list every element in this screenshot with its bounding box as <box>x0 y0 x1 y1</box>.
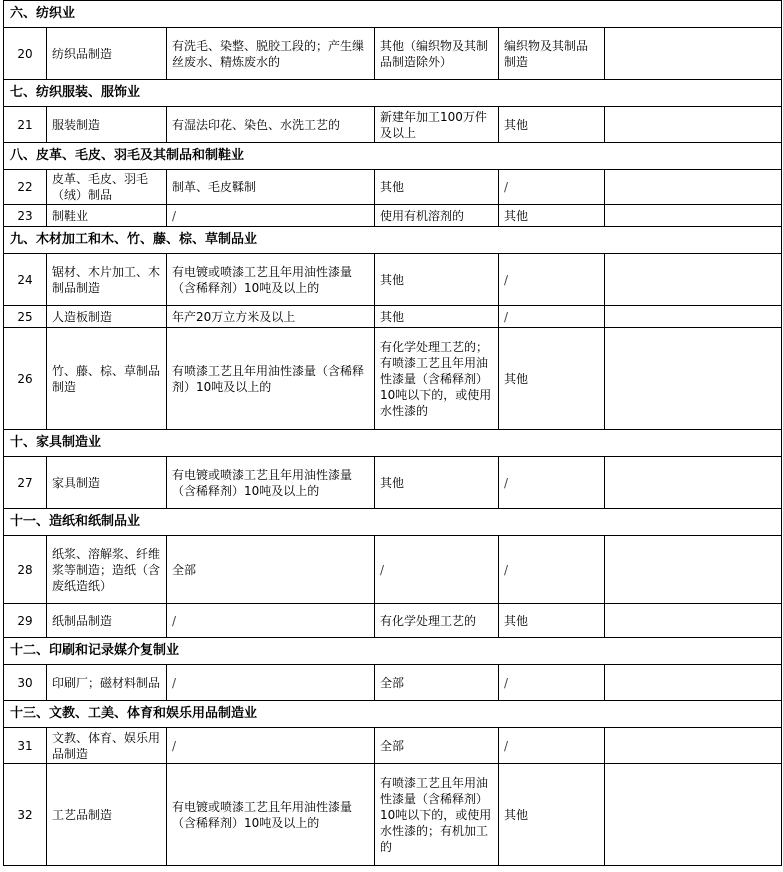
report-cell: 年产20万立方米及以上 <box>167 306 375 328</box>
industry-cell: 锯材、木片加工、木制品制造 <box>47 254 167 306</box>
section-header-row <box>4 143 782 170</box>
extra-cell <box>605 306 782 328</box>
report-cell: 有电镀或喷漆工艺且年用油性漆量（含稀释剂）10吨及以上的 <box>167 254 375 306</box>
register-cell: 其他 <box>499 604 605 638</box>
form-cell: / <box>375 536 499 604</box>
row-number: 31 <box>4 728 47 764</box>
extra-cell <box>605 254 782 306</box>
section-header-row <box>4 638 782 665</box>
extra-cell <box>605 170 782 205</box>
table-row <box>4 764 782 866</box>
report-cell: 有喷漆工艺且年用油性漆量（含稀释剂）10吨及以上的 <box>167 328 375 430</box>
report-cell: 有湿法印花、染色、水洗工艺的 <box>167 107 375 143</box>
register-cell: / <box>499 665 605 701</box>
industry-cell: 纸浆、溶解浆、纤维浆等制造；造纸（含废纸造纸） <box>47 536 167 604</box>
row-number: 27 <box>4 457 47 509</box>
industry-cell: 人造板制造 <box>47 306 167 328</box>
report-cell: 有电镀或喷漆工艺且年用油性漆量（含稀释剂）10吨及以上的 <box>167 457 375 509</box>
row-number: 29 <box>4 604 47 638</box>
table-row <box>4 604 782 638</box>
extra-cell <box>605 457 782 509</box>
section-header-row <box>4 509 782 536</box>
register-cell: 其他 <box>499 107 605 143</box>
form-cell: 新建年加工100万件及以上 <box>375 107 499 143</box>
extra-cell <box>605 536 782 604</box>
report-cell: 制革、毛皮鞣制 <box>167 170 375 205</box>
row-number: 28 <box>4 536 47 604</box>
row-number: 22 <box>4 170 47 205</box>
row-number: 25 <box>4 306 47 328</box>
register-cell: / <box>499 728 605 764</box>
row-number: 21 <box>4 107 47 143</box>
section-title: 十、家具制造业 <box>4 430 782 457</box>
row-number: 23 <box>4 205 47 227</box>
section-title: 十二、印刷和记录媒介复制业 <box>4 638 782 665</box>
extra-cell <box>605 665 782 701</box>
extra-cell <box>605 328 782 430</box>
report-cell: / <box>167 205 375 227</box>
form-cell: 有化学处理工艺的 <box>375 604 499 638</box>
form-cell: 其他 <box>375 306 499 328</box>
register-cell: / <box>499 170 605 205</box>
table-row <box>4 306 782 328</box>
section-title: 十一、造纸和纸制品业 <box>4 509 782 536</box>
table-row <box>4 665 782 701</box>
table-row <box>4 254 782 306</box>
register-cell: / <box>499 536 605 604</box>
extra-cell <box>605 728 782 764</box>
extra-cell <box>605 764 782 866</box>
industry-cell: 服装制造 <box>47 107 167 143</box>
table-row <box>4 107 782 143</box>
register-cell: 其他 <box>499 328 605 430</box>
register-cell: / <box>499 306 605 328</box>
row-number: 32 <box>4 764 47 866</box>
form-cell: 其他 <box>375 254 499 306</box>
row-number: 20 <box>4 28 47 80</box>
report-cell: / <box>167 728 375 764</box>
form-cell: 有化学处理工艺的；有喷漆工艺且年用油性漆量（含稀释剂）10吨以下的，或使用水性漆的 <box>375 328 499 430</box>
extra-cell <box>605 107 782 143</box>
extra-cell <box>605 604 782 638</box>
table-row <box>4 457 782 509</box>
form-cell: 全部 <box>375 665 499 701</box>
register-cell: 编织物及其制品制造 <box>499 28 605 80</box>
section-title: 七、纺织服装、服饰业 <box>4 80 782 107</box>
row-number: 24 <box>4 254 47 306</box>
row-number: 30 <box>4 665 47 701</box>
report-cell: 有洗毛、染整、脱胶工段的；产生缫丝废水、精炼废水的 <box>167 28 375 80</box>
register-cell: 其他 <box>499 205 605 227</box>
industry-cell: 制鞋业 <box>47 205 167 227</box>
form-cell: 其他 <box>375 170 499 205</box>
industry-cell: 纺织品制造 <box>47 28 167 80</box>
industry-cell: 纸制品制造 <box>47 604 167 638</box>
section-title: 八、皮革、毛皮、羽毛及其制品和制鞋业 <box>4 143 782 170</box>
section-title: 十三、文教、工美、体育和娱乐用品制造业 <box>4 701 782 728</box>
register-cell: / <box>499 457 605 509</box>
table-row <box>4 728 782 764</box>
register-cell: / <box>499 254 605 306</box>
form-cell: 有喷漆工艺且年用油性漆量（含稀释剂）10吨以下的，或使用水性漆的；有机加工的 <box>375 764 499 866</box>
industry-cell: 竹、藤、棕、草制品制造 <box>47 328 167 430</box>
table-row <box>4 328 782 430</box>
report-cell: 全部 <box>167 536 375 604</box>
report-cell: / <box>167 604 375 638</box>
extra-cell <box>605 205 782 227</box>
table-row <box>4 28 782 80</box>
section-header-row <box>4 701 782 728</box>
section-title: 六、纺织业 <box>4 1 782 28</box>
report-cell: / <box>167 665 375 701</box>
section-header-row <box>4 1 782 28</box>
eia-classification-table <box>3 0 782 866</box>
table-row <box>4 170 782 205</box>
extra-cell <box>605 28 782 80</box>
section-header-row <box>4 227 782 254</box>
register-cell: 其他 <box>499 764 605 866</box>
report-cell: 有电镀或喷漆工艺且年用油性漆量（含稀释剂）10吨及以上的 <box>167 764 375 866</box>
industry-cell: 文教、体育、娱乐用品制造 <box>47 728 167 764</box>
row-number: 26 <box>4 328 47 430</box>
form-cell: 使用有机溶剂的 <box>375 205 499 227</box>
table-row <box>4 205 782 227</box>
form-cell: 全部 <box>375 728 499 764</box>
industry-cell: 家具制造 <box>47 457 167 509</box>
form-cell: 其他 <box>375 457 499 509</box>
section-header-row <box>4 430 782 457</box>
section-title: 九、木材加工和木、竹、藤、棕、草制品业 <box>4 227 782 254</box>
industry-cell: 印刷厂；磁材料制品 <box>47 665 167 701</box>
section-header-row <box>4 80 782 107</box>
industry-cell: 皮革、毛皮、羽毛（绒）制品 <box>47 170 167 205</box>
table-row <box>4 536 782 604</box>
form-cell: 其他（编织物及其制品制造除外） <box>375 28 499 80</box>
industry-cell: 工艺品制造 <box>47 764 167 866</box>
